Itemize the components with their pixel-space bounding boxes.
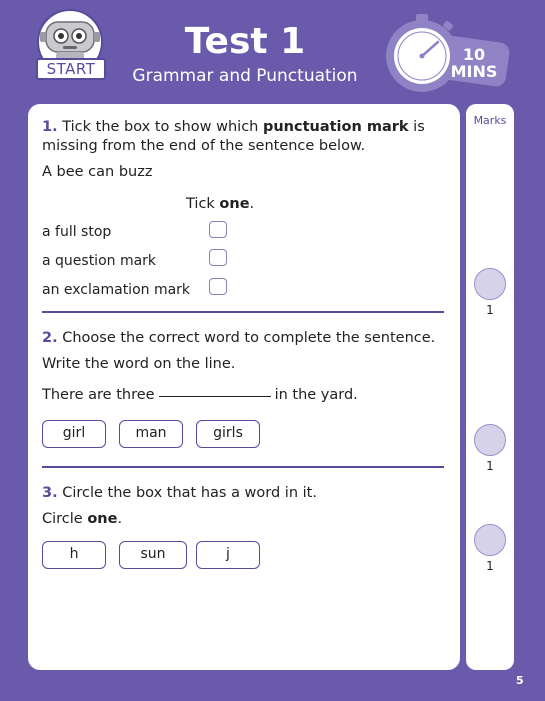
q1-tickbox-exclamation-mark[interactable] bbox=[209, 278, 227, 295]
test-title: Test 1 bbox=[184, 21, 306, 62]
question-card bbox=[28, 104, 460, 670]
q1-tickbox-full-stop[interactable] bbox=[209, 221, 227, 238]
marks-column bbox=[466, 104, 514, 670]
q2-sentence bbox=[42, 386, 358, 405]
q3-circle-bold: one bbox=[87, 511, 118, 527]
q1-text-after: is missing from the end of the sentence below. bbox=[42, 119, 425, 154]
q2-text: Choose the correct word to complete the sentence. bbox=[62, 330, 436, 346]
q1-option-label: an exclamation mark bbox=[42, 282, 191, 298]
q1-mark-value: 1 bbox=[486, 303, 494, 317]
q2-sentence-before: There are three bbox=[42, 387, 155, 403]
q3-circle-prefix: Circle bbox=[42, 511, 83, 527]
q3-text: Circle the box that has a word in it. bbox=[62, 485, 317, 501]
q3-word-option[interactable]: j bbox=[196, 541, 260, 569]
q1-prompt bbox=[42, 118, 442, 156]
q3-circle-suffix: . bbox=[117, 511, 123, 527]
section-divider bbox=[42, 311, 444, 313]
q1-tick-bold: one bbox=[219, 196, 250, 212]
start-label: START bbox=[36, 58, 106, 80]
q3-circle-instruction bbox=[42, 510, 122, 529]
page-number: 5 bbox=[516, 674, 524, 687]
timer-unit: MINS bbox=[450, 62, 498, 81]
q1-tick-prefix: Tick bbox=[186, 196, 215, 212]
q3-prompt bbox=[42, 484, 317, 503]
q3-number: 3. bbox=[42, 485, 58, 501]
q3-mark-value: 1 bbox=[486, 559, 494, 573]
q2-word-option[interactable]: man bbox=[119, 420, 183, 448]
q2-word-option[interactable]: girls bbox=[196, 420, 260, 448]
q3-word-option[interactable]: sun bbox=[119, 541, 187, 569]
q3-word-option[interactable]: h bbox=[42, 541, 106, 569]
q1-tick-instruction bbox=[186, 195, 254, 214]
q1-text-before: Tick the box to show which bbox=[62, 119, 259, 135]
q2-answer-line[interactable] bbox=[159, 396, 271, 397]
q2-mark-circle[interactable] bbox=[474, 424, 506, 456]
q2-number: 2. bbox=[42, 330, 58, 346]
q2-mark-value: 1 bbox=[486, 459, 494, 473]
q1-option-label: a full stop bbox=[42, 224, 112, 240]
q1-tickbox-question-mark[interactable] bbox=[209, 249, 227, 266]
q1-tick-suffix: . bbox=[249, 196, 255, 212]
q1-bold-text: punctuation mark bbox=[262, 119, 409, 135]
q2-instruction: Write the word on the line. bbox=[42, 356, 236, 372]
section-divider bbox=[42, 466, 444, 468]
q2-prompt bbox=[42, 329, 435, 348]
timer-number: 10 bbox=[462, 45, 486, 64]
q1-number: 1. bbox=[42, 119, 58, 135]
q1-option-label: a question mark bbox=[42, 253, 157, 269]
q1-mark-circle[interactable] bbox=[474, 268, 506, 300]
timer-label bbox=[444, 46, 504, 80]
q2-sentence-after: in the yard. bbox=[274, 387, 358, 403]
q3-mark-circle[interactable] bbox=[474, 524, 506, 556]
marks-title: Marks bbox=[473, 114, 507, 127]
q1-sentence: A bee can buzz bbox=[42, 164, 153, 180]
test-subtitle: Grammar and Punctuation bbox=[132, 66, 358, 86]
q2-word-option[interactable]: girl bbox=[42, 420, 106, 448]
